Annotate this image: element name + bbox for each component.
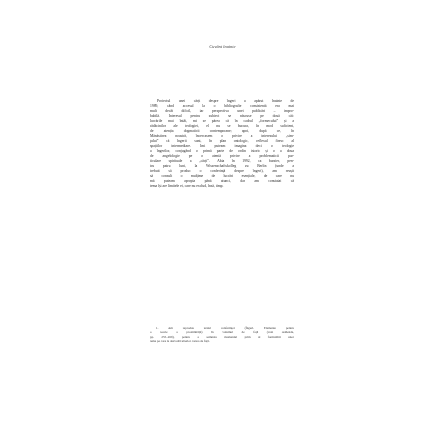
footnote-line: teme pe care le dezvoltă ulterior cartea de față. (150, 339, 210, 344)
text-line: mult decât dificil, iar perspectiva unei publicări – impro- (150, 109, 294, 114)
text-line: babilă. Interesul pentru subiect se născuse pe două căi: (150, 114, 294, 119)
text-line: rădăcinilor ale teologiei, el nu se bucura, în mod suficient, (150, 124, 294, 129)
text-line: tema își are limitele ei, care nu exclud, însă, timp. (150, 184, 224, 189)
text-line: spațiilor intermediare. Îmi puteam imagina deci o teologie (150, 144, 294, 149)
footnote (150, 326, 294, 344)
footnote-line: 1. Am reprodus textul conferinței (Îngeri. Elemente pentru (156, 326, 294, 330)
main-paragraph (150, 99, 294, 189)
text-line: 1989, când accesul la o bibliografie consistentă era mai (150, 104, 294, 109)
text-line: ţului” că îngerii sunt, în plan ontologic, reflexul firesc al (150, 139, 294, 144)
text-line: Proiectul unei cărți despre îngeri a apărut înainte de (157, 99, 294, 103)
footnote-line: o teorie a proximității) în volumul de față (vezi Addenda, (150, 330, 294, 335)
text-line: să consult o mulțime de lucrări esențiale, de care nu (150, 174, 294, 179)
text-line: Mănăstirea noastră, încercasem o privire a interesului „sim- (150, 134, 294, 139)
text-line: a îngerilor, conjugând o primă parte de ordin istoric și o a doua (150, 149, 294, 154)
text-line: de angelologie pe o atentă privire a problematicii par- (150, 154, 294, 159)
text-line: trebuit să produc o conferință despre îngeri), am reușit (150, 169, 294, 174)
text-line: lucrările mai întâi, mi se părea că în cadrul „formecului” și a (150, 119, 294, 124)
footnote-line: pp. 255–269), pentru a semnala momentul prim al formulării unor (150, 334, 294, 339)
text-line: mă puteam apropia până atunci, dar am constatat că (150, 179, 294, 184)
text-line: de atenția dogmaticii contemporane; apoi, după ce, în (150, 129, 294, 134)
text-line: tru patru luni, la Wissenschaftskolleg zu Berlin (unde a (150, 164, 294, 169)
running-header: Cuvânt înainte (209, 44, 236, 49)
text-line: ticulare spirituale a „cărți”. Abia în 1992, ca bursier, pen- (150, 159, 294, 164)
